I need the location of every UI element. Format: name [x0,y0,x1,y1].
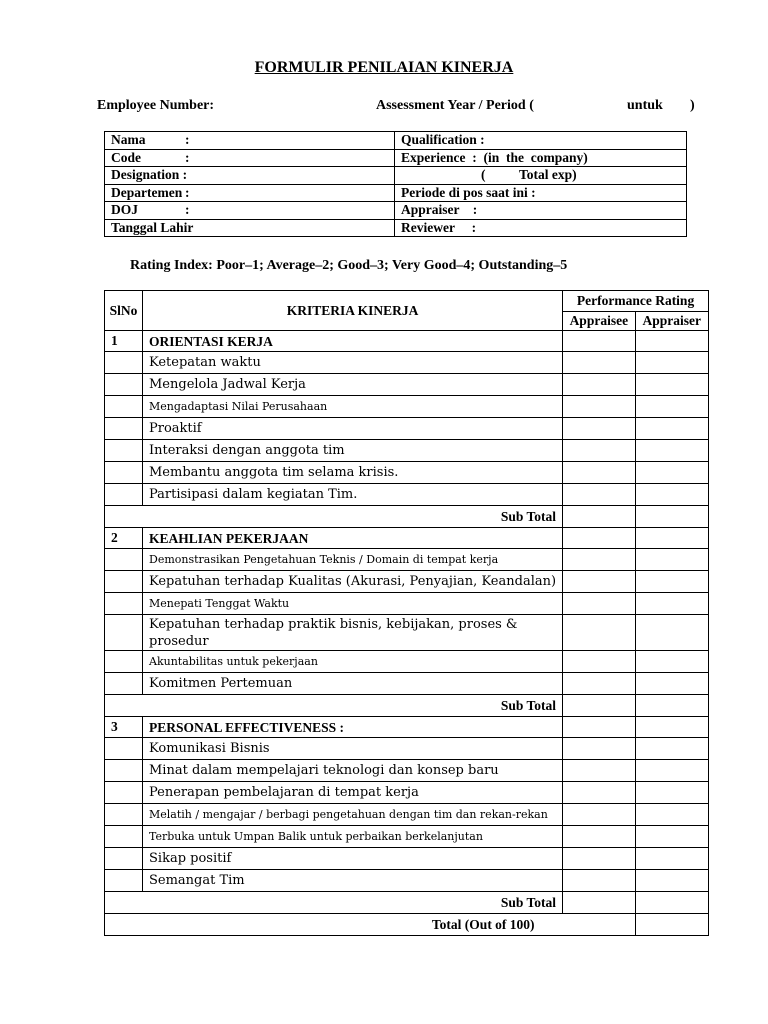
info-right-label: ( Total exp) [481,167,577,183]
appraisee-rating-cell[interactable] [563,484,636,506]
criteria-row [105,352,709,374]
info-left-cell[interactable] [105,184,395,202]
appraiser-rating-cell[interactable] [635,374,708,396]
criteria-item: Terbuka untuk Umpan Balik untuk perbaikan berkelanjutan [143,826,563,848]
appraisee-rating-cell[interactable] [563,528,636,549]
appraisee-header: Appraisee [563,312,636,331]
criteria-row [105,870,709,892]
form-title: FORMULIR PENILAIAN KINERJA [254,59,514,76]
row-number-cell [105,673,143,695]
criteria-row [105,396,709,418]
info-right-cell[interactable] [395,202,687,220]
appraiser-rating-cell[interactable] [635,782,708,804]
info-left-cell[interactable] [105,167,395,185]
criteria-table [104,290,709,936]
info-row [105,167,687,185]
appraisee-rating-cell[interactable] [563,418,636,440]
criteria-item: Menepati Tenggat Waktu [143,593,563,615]
criteria-row [105,462,709,484]
criteria-row [105,549,709,571]
info-right-cell[interactable] [395,167,687,185]
appraiser-rating-cell[interactable] [635,593,708,615]
row-number-cell [105,870,143,892]
info-left-colon: : [185,202,190,218]
appraiser-rating-cell[interactable] [635,528,708,549]
section-number: 1 [105,331,143,352]
appraisee-rating-cell[interactable] [563,462,636,484]
appraisee-rating-cell[interactable] [563,695,636,717]
row-number-cell [105,374,143,396]
section-row [105,331,709,352]
info-right-cell[interactable] [395,219,687,237]
row-number-cell [105,593,143,615]
appraisee-rating-cell[interactable] [563,760,636,782]
appraisee-rating-cell[interactable] [563,352,636,374]
appraiser-rating-cell[interactable] [635,331,708,352]
section-title: ORIENTASI KERJA [143,331,563,352]
total-row [105,914,709,936]
info-right-label: Periode di pos saat ini : [401,184,536,200]
info-right-label: Appraiser : [401,202,478,218]
employee-info-table [104,131,687,237]
info-left-cell[interactable] [105,202,395,220]
untuk-label: untuk [627,98,663,113]
subtotal-row [105,695,709,717]
appraiser-rating-cell[interactable] [635,396,708,418]
appraisee-rating-cell[interactable] [563,331,636,352]
row-number-cell [105,760,143,782]
criteria-item: Penerapan pembelajaran di tempat kerja [143,782,563,804]
criteria-row [105,615,709,651]
appraiser-rating-cell[interactable] [635,673,708,695]
appraiser-rating-cell[interactable] [635,717,708,738]
criteria-row [105,374,709,396]
appraisee-rating-cell[interactable] [563,374,636,396]
row-number-cell [105,571,143,593]
appraiser-rating-cell[interactable] [635,892,708,914]
row-number-cell [105,651,143,673]
criteria-item: Melatih / mengajar / berbagi pengetahuan dengan tim dan rekan-rekan [143,804,563,826]
slno-header: SlNo [105,291,143,331]
criteria-item: Minat dalam mempelajari teknologi dan konsep baru [143,760,563,782]
appraisee-rating-cell[interactable] [563,440,636,462]
criteria-row [105,738,709,760]
info-right-label: Qualification : [401,132,485,148]
appraiser-rating-cell[interactable] [635,848,708,870]
appraisee-rating-cell[interactable] [563,571,636,593]
subtotal-row [105,506,709,528]
info-row [105,219,687,237]
criteria-row [105,651,709,673]
row-number-cell [105,615,143,651]
criteria-body [105,331,709,936]
appraisee-rating-cell[interactable] [563,549,636,571]
info-left-label: Designation : [111,167,188,183]
appraisee-rating-cell[interactable] [563,826,636,848]
row-number-cell [105,549,143,571]
section-number: 2 [105,528,143,549]
info-left-colon: : [185,184,190,200]
info-right-cell[interactable] [395,149,687,167]
row-number-cell [105,462,143,484]
criteria-item: Kepatuhan terhadap praktik bisnis, kebijakan, proses & prosedur [143,615,563,651]
row-number-cell [105,848,143,870]
appraiser-rating-cell[interactable] [635,418,708,440]
row-number-cell [105,484,143,506]
section-title: KEAHLIAN PEKERJAAN [143,528,563,549]
info-row [105,184,687,202]
appraiser-rating-cell[interactable] [635,738,708,760]
subtotal-label: Sub Total [105,695,563,717]
appraiser-rating-cell[interactable] [635,615,708,651]
criteria-row [105,782,709,804]
criteria-row [105,593,709,615]
appraiser-rating-cell[interactable] [635,571,708,593]
row-number-cell [105,352,143,374]
section-title: PERSONAL EFFECTIVENESS : [143,717,563,738]
info-right-label: Reviewer : [401,219,477,235]
appraiser-header: Appraiser [635,312,708,331]
criteria-item: Mengelola Jadwal Kerja [143,374,563,396]
criteria-item: Komitmen Pertemuan [143,673,563,695]
info-left-label: Departemen [111,184,183,200]
info-left-cell[interactable] [105,219,395,237]
performance-rating-header: Performance Rating [563,291,709,312]
criteria-row [105,418,709,440]
criteria-row [105,673,709,695]
appraisee-rating-cell[interactable] [563,717,636,738]
row-number-cell [105,396,143,418]
row-number-cell [105,826,143,848]
section-row [105,528,709,549]
row-number-cell [105,440,143,462]
appraisee-rating-cell[interactable] [563,848,636,870]
row-number-cell [105,804,143,826]
appraiser-rating-cell[interactable] [635,826,708,848]
appraisee-rating-cell[interactable] [563,651,636,673]
info-left-colon: : [185,149,190,165]
appraiser-rating-cell[interactable] [635,651,708,673]
info-right-cell[interactable] [395,132,687,150]
criteria-item: Ketepatan waktu [143,352,563,374]
criteria-item: Proaktif [143,418,563,440]
appraiser-rating-cell[interactable] [635,870,708,892]
info-left-cell[interactable] [105,149,395,167]
appraisee-rating-cell[interactable] [563,892,636,914]
criteria-row [105,804,709,826]
info-left-label: Nama [111,132,146,148]
appraisee-rating-cell[interactable] [563,615,636,651]
subtotal-label: Sub Total [105,892,563,914]
appraisee-rating-cell[interactable] [563,593,636,615]
criteria-row [105,848,709,870]
criteria-item: Sikap positif [143,848,563,870]
criteria-item: Membantu anggota tim selama krisis. [143,462,563,484]
criteria-item: Komunikasi Bisnis [143,738,563,760]
criteria-row [105,760,709,782]
appraiser-rating-cell[interactable] [635,352,708,374]
appraiser-rating-cell[interactable] [635,549,708,571]
appraisee-rating-cell[interactable] [563,396,636,418]
criteria-item: Kepatuhan terhadap Kualitas (Akurasi, Penyajian, Keandalan) [143,571,563,593]
subtotal-row [105,892,709,914]
kriteria-header: KRITERIA KINERJA [143,291,563,331]
info-row [105,202,687,220]
assessment-period-label: Assessment Year / Period ( [376,98,534,113]
row-number-cell [105,418,143,440]
criteria-row [105,440,709,462]
appraiser-rating-cell[interactable] [635,506,708,528]
appraiser-rating-cell[interactable] [635,440,708,462]
appraiser-rating-cell[interactable] [635,804,708,826]
appraisee-rating-cell[interactable] [563,782,636,804]
info-row [105,149,687,167]
total-label: Total (Out of 100) [105,914,636,936]
info-left-label: Tanggal Lahir [111,219,194,235]
criteria-row [105,571,709,593]
employee-number-label: Employee Number: [97,98,215,113]
rating-index: Rating Index: Poor–1; Average–2; Good–3; Very Good–4; Outstanding–5 [130,258,568,273]
appraisee-rating-cell[interactable] [563,506,636,528]
info-left-cell[interactable] [105,132,395,150]
subtotal-label: Sub Total [105,506,563,528]
criteria-item: Interaksi dengan anggota tim [143,440,563,462]
appraiser-rating-cell[interactable] [635,695,708,717]
row-number-cell [105,738,143,760]
appraisee-rating-cell[interactable] [563,804,636,826]
info-row [105,132,687,150]
appraiser-rating-cell[interactable] [635,484,708,506]
criteria-row [105,826,709,848]
criteria-item: Partisipasi dalam kegiatan Tim. [143,484,563,506]
close-paren: ) [690,98,695,113]
info-right-cell[interactable] [395,184,687,202]
appraisee-rating-cell[interactable] [563,738,636,760]
criteria-item: Mengadaptasi Nilai Perusahaan [143,396,563,418]
appraisee-rating-cell[interactable] [563,673,636,695]
appraiser-rating-cell[interactable] [635,760,708,782]
total-value-cell[interactable] [635,914,708,936]
section-row [105,717,709,738]
info-left-colon: : [185,132,190,148]
criteria-item: Demonstrasikan Pengetahuan Teknis / Domain di tempat kerja [143,549,563,571]
criteria-item: Akuntabilitas untuk pekerjaan [143,651,563,673]
appraiser-rating-cell[interactable] [635,462,708,484]
section-number: 3 [105,717,143,738]
row-number-cell [105,782,143,804]
appraisee-rating-cell[interactable] [563,870,636,892]
criteria-item: Semangat Tim [143,870,563,892]
criteria-row [105,484,709,506]
info-left-label: DOJ [111,202,138,218]
info-left-label: Code [111,149,141,165]
info-right-label: Experience : (in the company) [401,149,588,165]
